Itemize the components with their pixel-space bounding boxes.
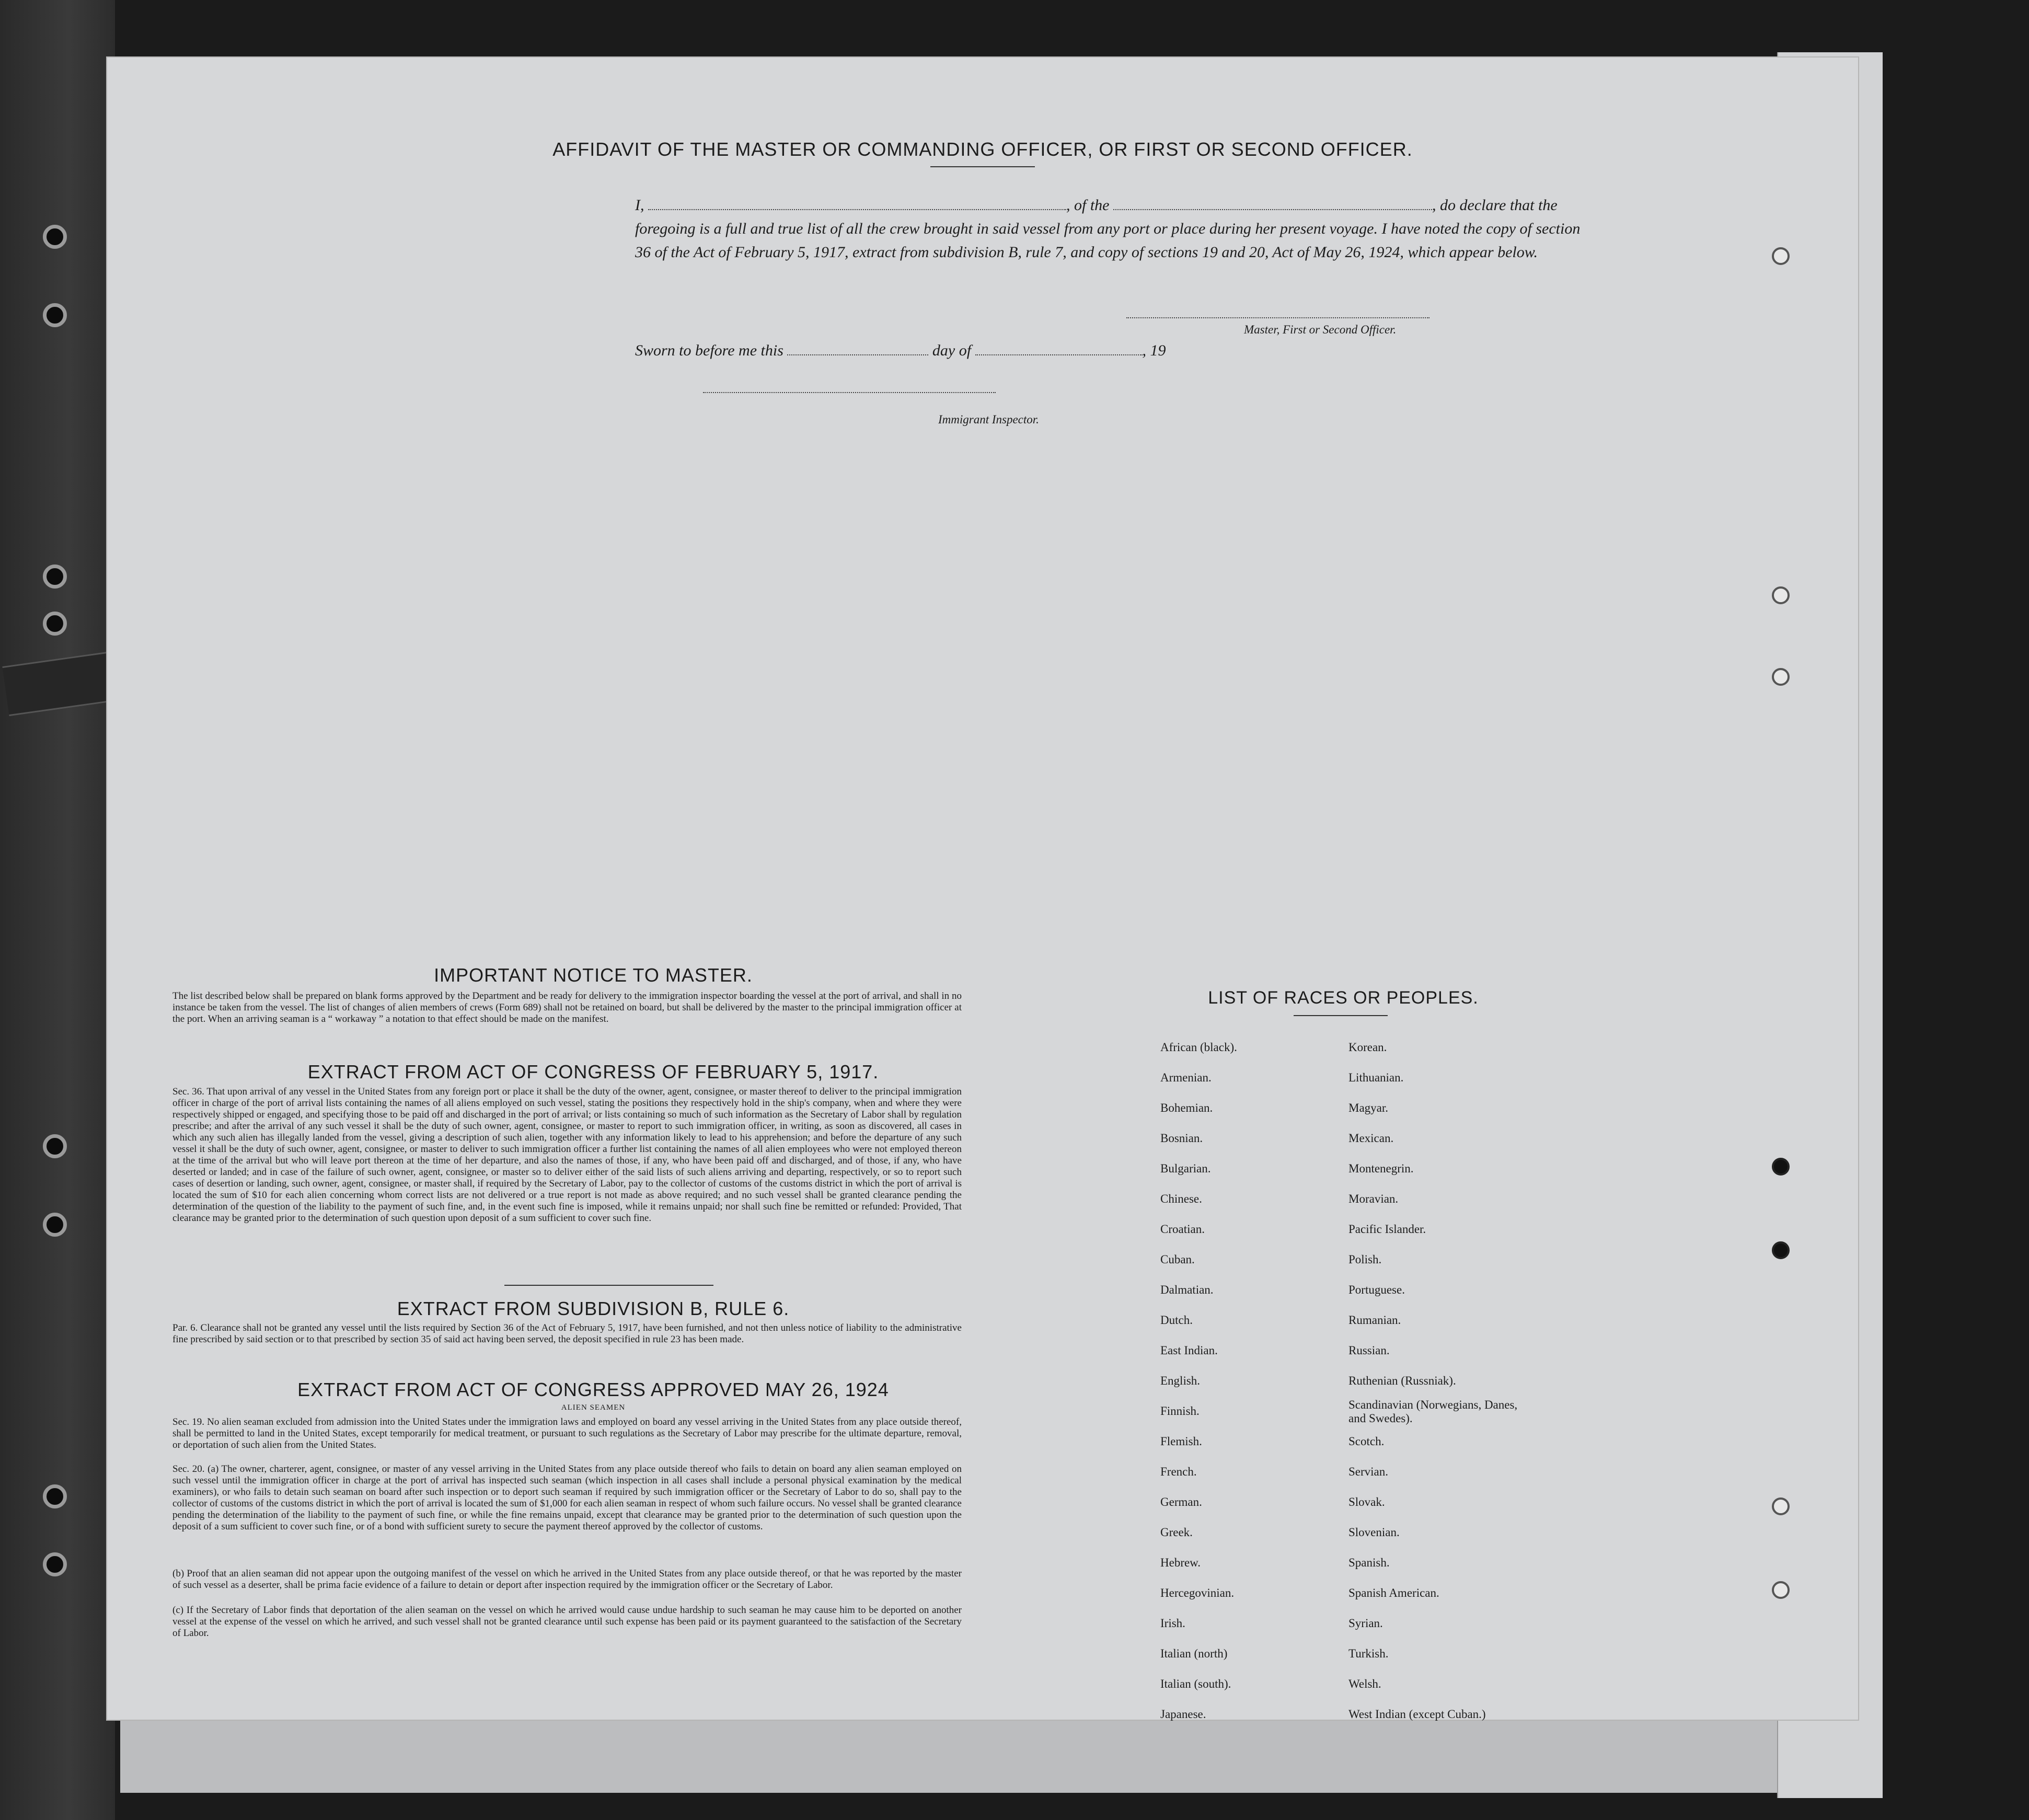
race-item: Syrian.	[1348, 1617, 1383, 1630]
punch-hole	[1772, 586, 1790, 604]
race-item: Flemish.	[1160, 1435, 1202, 1448]
binder-hole	[43, 565, 67, 589]
extract-rule6-title: EXTRACT FROM SUBDIVISION B, RULE 6.	[397, 1298, 790, 1319]
declaration-i: I,	[635, 197, 644, 214]
race-item: Armenian.	[1160, 1071, 1212, 1084]
punch-hole	[1772, 1241, 1790, 1259]
race-item: Korean.	[1348, 1041, 1387, 1054]
race-item: Servian.	[1348, 1465, 1389, 1478]
declaration-body: that the foregoing is a full and true list of all the crew brought in said vessel from any port or place during her present voyage. I have noted the copy of section 36 of the Act of February 5, 1917, extract from subdivision B, rule 7, and copy of sections 19 and 20, Act of May 26, 1924, which appear below.	[635, 197, 1581, 261]
punch-hole	[1772, 1581, 1790, 1599]
races-title: LIST OF RACES OR PEOPLES.	[1208, 988, 1479, 1008]
race-item: Bohemian.	[1160, 1101, 1213, 1114]
race-item: Pacific Islander.	[1348, 1223, 1426, 1236]
race-item: Cuban.	[1160, 1253, 1195, 1266]
punch-hole	[1772, 1158, 1790, 1176]
declaration-do-declare: , do declare	[1432, 197, 1506, 214]
race-item: Irish.	[1160, 1617, 1185, 1630]
race-item: English.	[1160, 1374, 1201, 1387]
punch-hole	[1772, 668, 1790, 686]
race-item: Spanish.	[1348, 1556, 1390, 1569]
binder-hole	[43, 1484, 67, 1508]
race-item: Slovenian.	[1348, 1526, 1400, 1539]
punch-hole	[1772, 247, 1790, 265]
race-item: Chinese.	[1160, 1192, 1202, 1205]
extract-1924-title: EXTRACT FROM ACT OF CONGRESS APPROVED MAY 26, 1924	[297, 1379, 889, 1400]
extract-1917-title: EXTRACT FROM ACT OF CONGRESS OF FEBRUARY 5, 1917.	[307, 1061, 879, 1082]
race-item: Italian (south).	[1160, 1677, 1231, 1690]
race-item: German.	[1160, 1495, 1202, 1508]
binder-hole	[43, 303, 67, 327]
sworn-line	[635, 339, 1581, 362]
race-item: Montenegrin.	[1348, 1162, 1414, 1175]
race-item: Hercegovinian.	[1160, 1586, 1235, 1599]
inspector-signature-line[interactable]	[703, 392, 996, 393]
race-item: West Indian (except Cuban.)	[1348, 1708, 1486, 1721]
race-item: Scandinavian (Norwegians, Danes, and Swedes).	[1348, 1398, 1518, 1425]
race-item: African (black).	[1160, 1041, 1237, 1054]
inspector-label: Immigrant Inspector.	[938, 413, 1039, 426]
race-item: Polish.	[1348, 1253, 1382, 1266]
races-divider	[1294, 1015, 1388, 1016]
notice-title: IMPORTANT NOTICE TO MASTER.	[434, 964, 753, 986]
sworn-before: Sworn to before me this	[635, 342, 783, 359]
race-item: Turkish.	[1348, 1647, 1389, 1660]
race-item: Moravian.	[1348, 1192, 1399, 1205]
sworn-year: , 19	[1142, 342, 1166, 359]
binder-hole	[43, 1213, 67, 1237]
race-item: Dutch.	[1160, 1314, 1193, 1327]
section-divider	[504, 1285, 713, 1286]
extract-1924-sec19: Sec. 19. No alien seaman excluded from admission into the United States under the immigration laws and employed on board any vessel arriving in the United States from any place outside thereof, shall be permitted to land in the United States, except temporarily for medical treatment, or pursuant to such regulations as the Secretary of Labor may prescribe for the ultimate departure, removal, or deportation of such alien from the United States.	[172, 1416, 962, 1450]
race-item: East Indian.	[1160, 1344, 1218, 1357]
race-item: Slovak.	[1348, 1495, 1385, 1508]
races-right-column	[1348, 1032, 1526, 1730]
race-item: Japanese.	[1160, 1708, 1206, 1721]
race-item: Bulgarian.	[1160, 1162, 1211, 1175]
race-item: Russian.	[1348, 1344, 1390, 1357]
affidavit-title: AFFIDAVIT OF THE MASTER OR COMMANDING OFFICER, OR FIRST OR SECOND OFFICER.	[552, 139, 1413, 160]
affidavit-declaration	[635, 193, 1581, 264]
sworn-day-field[interactable]	[787, 341, 928, 355]
race-item: Welsh.	[1348, 1677, 1381, 1690]
name-field[interactable]	[648, 195, 1066, 210]
race-item: Ruthenian (Russniak).	[1348, 1374, 1456, 1387]
race-item: Croatian.	[1160, 1223, 1205, 1236]
document-page	[107, 57, 1858, 1720]
race-item: Hebrew.	[1160, 1556, 1201, 1569]
binder-edge	[0, 0, 115, 1820]
race-item: Dalmatian.	[1160, 1283, 1214, 1296]
race-item: Magyar.	[1348, 1101, 1389, 1114]
master-signature-line[interactable]	[1126, 317, 1429, 318]
extract-rule6-body: Par. 6. Clearance shall not be granted any vessel until the lists required by Section 36 of the Act of February 5, 1917, have been furnished, and not then unless notice of liability to the administrative fine prescribed by said section or to that prescribed by section 35 of said act having been served, the deposit specified in rule 23 has been made.	[172, 1322, 962, 1345]
race-item: French.	[1160, 1465, 1197, 1478]
title-divider	[930, 166, 1035, 167]
sworn-day-of: day of	[932, 342, 972, 359]
race-item: Rumanian.	[1348, 1314, 1401, 1327]
races-left-column	[1160, 1032, 1237, 1730]
binder-hole	[43, 612, 67, 636]
race-item: Spanish American.	[1348, 1586, 1439, 1599]
binder-hole	[43, 225, 67, 249]
binder-hole	[43, 1134, 67, 1158]
race-item: Italian (north)	[1160, 1647, 1228, 1660]
race-item: Mexican.	[1348, 1132, 1394, 1145]
race-item: Finnish.	[1160, 1404, 1200, 1418]
extract-1924-sec20a: Sec. 20. (a) The owner, charterer, agent, consignee, or master of any vessel arriving in the United States from any place outside thereof who fails to detain on board any alien seaman employed on such vessel until the immigration officer in charge at the port of arrival has inspected such seaman (which inspection in all cases shall include a personal physical examination by the medical examiners), or who fails to detain such seaman on board after such inspection or to deport such seaman if required by such immigration officer or the Secretary of Labor to do so, shall pay to the collector of customs of the customs district in which the port of arrival is located the sum of $1,000 for each alien seaman in respect of whom such failure occurs. No vessel shall be granted clearance pending the determination of the liability to the payment of such fine, or while the fine remains unpaid, except that clearance may be granted prior to the determination of such question upon the deposit of a sum sufficient to cover such fine, or of a bond with sufficient surety to secure the payment thereof approved by the collector of customs.	[172, 1464, 962, 1532]
punch-hole	[1772, 1498, 1790, 1515]
notice-body: The list described below shall be prepared on blank forms approved by the Department and be ready for delivery to the immigration inspector boarding the vessel at the port of arrival, and shall in no instance be taken from the vessel. The list of changes of alien members of crews (Form 689) shall not be retained on board, but shall be delivered by the master to the principal immigration officer at the port. When an arriving seaman is a “ workaway ” a notation to that effect should be made on the manifest.	[172, 990, 962, 1024]
declaration-of-the: , of the	[1066, 197, 1110, 214]
extract-1924-subtitle: ALIEN SEAMEN	[561, 1403, 626, 1412]
sworn-month-field[interactable]	[975, 341, 1143, 355]
master-signature-label: Master, First or Second Officer.	[1244, 323, 1397, 336]
vessel-field[interactable]	[1113, 195, 1432, 210]
race-item: Greek.	[1160, 1526, 1193, 1539]
extract-1924-sec20c: (c) If the Secretary of Labor finds that deportation of the alien seaman on the vessel on which he arrived would cause undue hardship to such seaman he may cause him to be deported on another vessel at the expense of the vessel on which he arrived, and such vessel shall not be granted clearance until such expense has been paid or its payment guaranteed to the satisfaction of the Secretary of Labor.	[172, 1605, 962, 1639]
extract-1917-body: Sec. 36. That upon arrival of any vessel in the United States from any foreign port or place it shall be the duty of the owner, agent, consignee, or master thereof to deliver to the principal immigration officer in charge of the port of arrival lists containing the names of all aliens employed on such vessel, stating the positions they respectively hold in the ship's company, when and where they were respectively shipped or engaged, and specifying those to be paid off and discharged in the port of arrival; or lists containing so much of such information as the Secretary of Labor shall by regulation prescribe; and after the arrival of any such vessel it shall be the duty of such owner, agent, consignee, or master to report to such immigration officer, in writing, as soon as discovered, all cases in which any such alien has illegally landed from the vessel, giving a description of such alien, together with any information likely to lead to his apprehension; and before the departure of any such vessel it shall be the duty of such owner, agent, consignee, or master to deliver to such immigration officer a further list containing the names of all alien employees who were not employed thereon at the time of the arrival but who will leave port thereon at the time of her departure, and also the names of those, if any, who have been paid off and discharged, and of those, if any, who have deserted or landed; and in case of the failure of such owner, agent, consignee, or master so to deliver either of the said lists of such aliens arriving and departing, respectively, or so to report such cases of desertion or landing, such owner, agent, consignee, or master shall, if required by the Secretary of Labor, pay to the collector of customs of the customs district in which the port of arrival is located the sum of $10 for each alien concerning whom correct lists are not delivered or a true report is not made as above required; and no such vessel shall be granted clearance pending the determination of the question of the liability to the payment of such fine, and, in the event such fine is imposed, while it remains unpaid; nor shall such fine be remitted or refunded: Provided, That clearance may be granted prior to the determination of such question upon deposit of a sum sufficient to cover such fine.	[172, 1086, 962, 1224]
race-item: Scotch.	[1348, 1435, 1385, 1448]
extract-1924-sec20b: (b) Proof that an alien seaman did not appear upon the outgoing manifest of the vessel on which he arrived in the United States from any place outside thereof, or that he was reported by the master of such vessel as a deserter, shall be prima facie evidence of a failure to detain or deport after inspection required by the immigration officer or the Secretary of Labor.	[172, 1568, 962, 1591]
race-item: Portuguese.	[1348, 1283, 1405, 1296]
race-item: Lithuanian.	[1348, 1071, 1404, 1084]
race-item: Bosnian.	[1160, 1132, 1203, 1145]
binder-hole	[43, 1552, 67, 1576]
